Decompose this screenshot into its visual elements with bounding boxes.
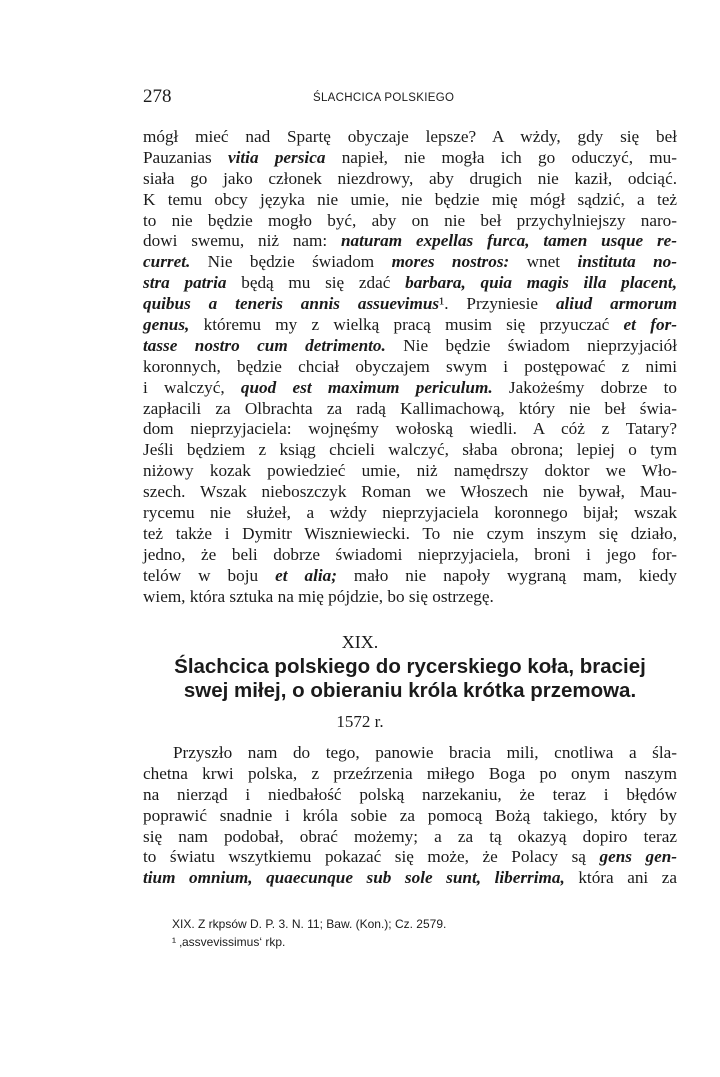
latin-phrase: curret. [143, 252, 191, 272]
body-text-section [143, 743, 677, 889]
latin-phrase: barbara, quia magis illa placent, [405, 273, 677, 293]
text-line [143, 336, 677, 357]
text-line [143, 503, 677, 524]
text-line [143, 743, 677, 764]
footnote: XIX. Z rkpsów D. P. 3. N. 11; Baw. (Kon.); Cz. 2579. [172, 917, 447, 931]
latin-phrase: instituta no- [577, 252, 677, 272]
text-run: Jeśli będziem z ksiąg chcieli walczyć, słaba obrona; lepiej o tym [143, 440, 677, 460]
text-run: Pauzanias [143, 147, 228, 167]
text-line [143, 440, 677, 461]
text-line [143, 847, 677, 868]
text-run: zapłacili za Olbrachta za radą Kallimachową, który nie beł świa- [143, 398, 677, 418]
text-line [143, 545, 677, 566]
text-run: Nie będzie świadom [190, 252, 392, 272]
latin-phrase: genus, [143, 315, 190, 335]
text-run: która ani za [564, 868, 677, 888]
text-line [143, 827, 677, 848]
latin-phrase: quod est maximum periculum. [240, 377, 493, 397]
text-run: siała go jako członek niezdrowy, aby drugich nie kaził, odciąć. [143, 168, 677, 188]
text-run: dom nieprzyjaciela: wojnęśmy wołoską wiedli. A cóż z Tatary? [143, 419, 677, 439]
text-line [143, 587, 677, 608]
text-run: K temu obcy języka nie umie, nie będzie mię mógł sądzić, a też [143, 189, 677, 209]
text-run: ¹. Przyniesie [439, 294, 556, 314]
text-line [143, 127, 677, 148]
text-line [143, 273, 677, 294]
text-run: się nam podobał, obrać możemy; a za tą okazyą dopiro teraz [143, 826, 677, 846]
text-line [143, 357, 677, 378]
text-run: telów w boju [143, 565, 276, 585]
text-run: Nie będzie świadom nieprzyjaciół [385, 335, 678, 355]
text-line [143, 806, 677, 827]
latin-phrase: quibus a teneris annis assuevimus [143, 294, 440, 314]
text-line [143, 399, 677, 420]
text-line [143, 566, 677, 587]
text-run: koronnych, będzie chciał obyczajem swym i postępować z nimi [143, 356, 677, 376]
latin-phrase: mores nostros: [391, 252, 510, 272]
text-run: rycemu nie służeł, a wżdy nieprzyjaciela koronnego bijał; wszak [143, 503, 677, 523]
text-run: mało nie napoły wygraną mam, kiedy [336, 565, 677, 585]
text-run: napieł, nie mogła ich go oduczyć, mu- [325, 147, 677, 167]
text-line [143, 148, 677, 169]
text-line [143, 211, 677, 232]
text-line [143, 190, 677, 211]
text-line [143, 294, 677, 315]
footnotes [172, 915, 672, 951]
text-line [143, 764, 677, 785]
text-run: mógł mieć nad Spartę obyczaje lepsze? A wżdy, gdy się beł [143, 127, 677, 146]
text-run: wnet [509, 252, 578, 272]
running-head: ŚLACHCICA POLSKIEGO [313, 92, 455, 104]
text-run: to światu wszytkiemu pokazać się może, że Polacy są [143, 847, 600, 867]
text-line [143, 378, 677, 399]
latin-phrase: stra patria [143, 273, 227, 293]
text-run: chetna krwi polska, z przeźrzenia miłego Boga po onym naszym [143, 763, 677, 783]
section-year: 1572 r. [336, 712, 384, 731]
text-run: poprawić snadnie i króla sobie za pomocą Bożą takiego, który by [143, 805, 677, 825]
text-run: szech. Wszak nieboszczyk Roman we Włoszech nie bywał, Mau- [143, 482, 677, 502]
text-line [143, 868, 677, 889]
footnote: ¹ ‚assvevissimus‘ rkp. [172, 935, 286, 949]
text-line [143, 231, 677, 252]
latin-phrase: tasse nostro cum detrimento. [143, 335, 386, 355]
text-line [143, 315, 677, 336]
latin-phrase: et alia; [275, 565, 337, 585]
latin-phrase: aliud armorum [555, 294, 677, 314]
page-number: 278 [143, 86, 172, 107]
text-run: któremu my z wielką pracą musim się przyuczać [189, 315, 624, 335]
latin-phrase: naturam expellas furca, tamen usque re- [341, 231, 677, 251]
text-line [143, 524, 677, 545]
section-number: XIX. [341, 632, 379, 652]
latin-phrase: gens gen- [599, 847, 677, 867]
page-header [143, 86, 677, 110]
body-text [143, 127, 677, 607]
text-line [143, 482, 677, 503]
text-run: na nierząd i niedbałość polską narzekaniu, że teraz i błędów [143, 784, 677, 804]
text-run: będą mu się zdać [226, 273, 406, 293]
text-run: i walczyć, [143, 377, 241, 397]
text-run: to nie będzie mogło być, aby on nie beł przychylniejszy naro- [143, 210, 677, 230]
text-run: wiem, która sztuka na mię pójdzie, bo się ostrzegę. [143, 586, 494, 606]
section-title [140, 655, 680, 703]
text-run: niżowy kozak powiedzieć umie, niż namędrszy doktor we Wło- [143, 461, 677, 481]
text-run: Przyszło nam do tego, panowie bracia mili, cnotliwa a śla- [173, 743, 677, 762]
section-title-line: Ślachcica polskiego do rycerskiego koła, braciej [174, 655, 646, 678]
latin-phrase: vitia persica [228, 147, 326, 167]
text-run: też także i Dymitr Wiszniewiecki. To nie czym inszym się działo, [143, 523, 677, 543]
text-line [143, 461, 677, 482]
text-line [143, 169, 677, 190]
text-run: Jakożeśmy dobrze to [492, 377, 678, 397]
section-title-line: swej miłej, o obieraniu króla krótka przemowa. [183, 679, 637, 702]
text-line [143, 785, 677, 806]
latin-phrase: tium omnium, quaecunque sub sole sunt, liberrima, [143, 868, 565, 888]
text-line [143, 419, 677, 440]
latin-phrase: et for- [623, 315, 677, 335]
text-run: jedno, że beli dobrze świadomi nieprzyjaciela, broni i jego for- [143, 544, 677, 564]
text-line [143, 252, 677, 273]
text-run: dowi swemu, niż nam: [143, 231, 341, 251]
